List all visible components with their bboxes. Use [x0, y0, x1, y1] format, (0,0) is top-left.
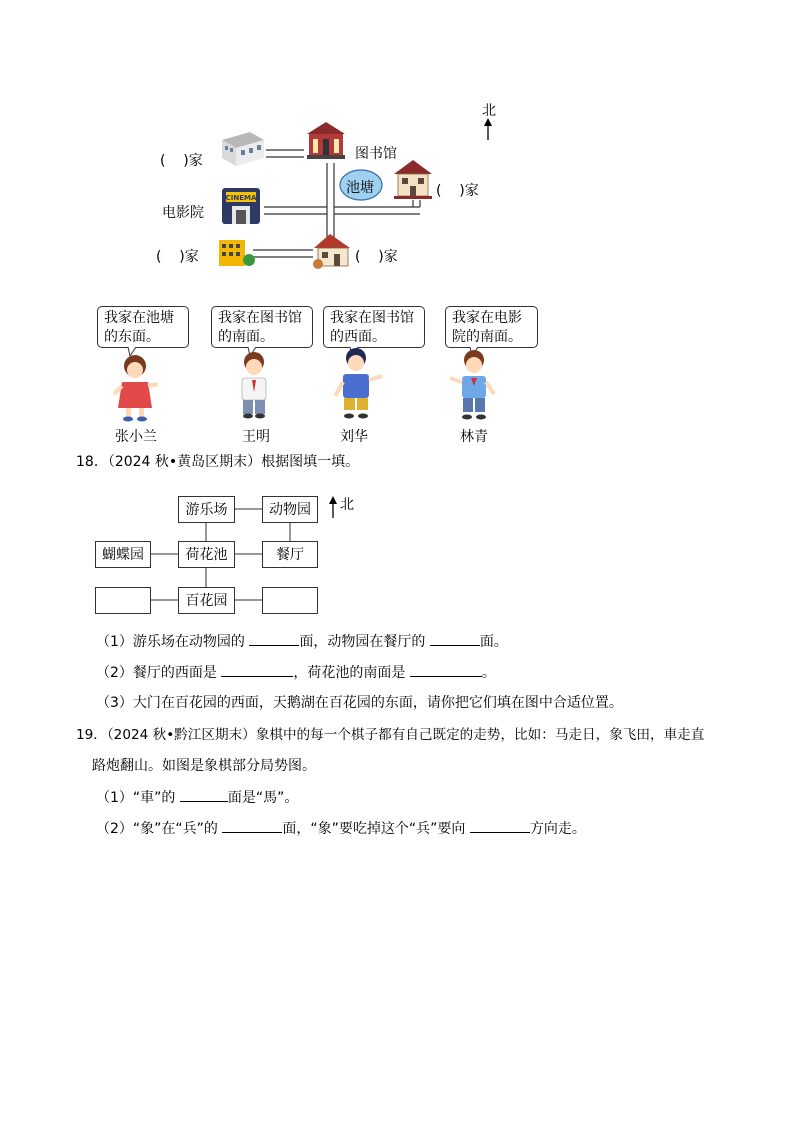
q18-sub1 [96, 631, 508, 652]
cinema-sign: CINEMA [225, 194, 257, 202]
answer-blank[interactable] [410, 662, 482, 677]
bubble-line: 的南面。 [218, 329, 274, 345]
bubble-line: 我家在图书馆 [330, 310, 414, 326]
child-wang-icon [242, 352, 266, 419]
child-lin-icon [450, 350, 494, 420]
answer-blank[interactable] [470, 818, 530, 833]
box-flower-garden: 百花园 [178, 587, 235, 614]
answer-blank[interactable] [430, 631, 480, 646]
q19-line2: 路炮翻山。如图是象棋部分局势图。 [92, 758, 316, 774]
answer-blank[interactable] [222, 818, 282, 833]
answer-blank[interactable] [221, 662, 293, 677]
cinema-building-icon [218, 186, 264, 226]
child-name-zhang: 张小兰 [115, 429, 157, 445]
box-lotus-pond: 荷花池 [178, 541, 235, 568]
q19-sub1-part-a: （1）“車”的 [96, 790, 180, 806]
q18-sub1-part-b: 面，动物园在餐厅的 [299, 634, 430, 650]
bubble-line: 的西面。 [330, 329, 386, 345]
q18-title: 18．（2024 秋•黄岛区期末）根据图填一填。 [76, 454, 360, 470]
house-right-icon [390, 156, 436, 200]
q18-diagram [0, 488, 794, 618]
child-name-lin: 林青 [460, 429, 488, 445]
house-top-left-icon [220, 128, 266, 168]
q19-sub2-part-b: 面，“象”要吃掉这个“兵”要向 [282, 821, 470, 837]
child-zhang-icon [114, 355, 158, 422]
home-blank-bottom-left: ( )家 [156, 249, 199, 265]
q19-sub2 [96, 818, 586, 839]
answer-blank[interactable] [249, 631, 299, 646]
box-butterfly-garden: 蝴蝶园 [95, 541, 151, 568]
q19-line1: 19．（2024 秋•黔江区期末）象棋中的每一个棋子都有自己既定的走势，比如：马走日，象飞田，車走直 [76, 727, 705, 743]
box-zoo: 动物园 [262, 496, 318, 523]
q19-sub2-part-a: （2）“象”在“兵”的 [96, 821, 223, 837]
child-name-liu: 刘华 [340, 429, 368, 445]
house-bottom-left-icon [216, 238, 256, 268]
q18-sub3: （3）大门在百花园的西面，天鹅湖在百花园的东面，请你把它们填在图中合适位置。 [96, 695, 623, 711]
library-label: 图书馆 [355, 146, 397, 162]
home-blank-right: ( )家 [436, 183, 479, 199]
q19-sub1-part-b: 面是“馬”。 [227, 790, 299, 806]
bubble-line: 我家在电影 [452, 310, 522, 326]
q18-sub1-part-a: （1）游乐场在动物园的 [96, 634, 250, 650]
cinema-label: 电影院 [162, 205, 204, 221]
box-amusement-park: 游乐场 [178, 496, 235, 523]
kids-section [0, 300, 794, 450]
answer-blank[interactable] [180, 787, 228, 802]
house-bottom-right-icon [310, 230, 356, 270]
home-blank-bottom-right: ( )家 [355, 249, 398, 265]
q18-sub2-part-c: 。 [481, 665, 496, 681]
neighborhood-map [0, 0, 794, 300]
box-restaurant: 餐厅 [262, 541, 318, 568]
q19-sub2-part-c: 方向走。 [529, 821, 586, 837]
q18-sub1-part-c: 面。 [479, 634, 508, 650]
home-blank-top-left: ( )家 [160, 153, 203, 169]
child-name-wang: 王明 [242, 429, 270, 445]
box-empty-right[interactable] [262, 587, 318, 614]
bubble-line: 我家在图书馆 [218, 310, 302, 326]
bubble-line: 我家在池塘 [104, 310, 174, 326]
library-building-icon [303, 120, 349, 160]
pond-label: 池塘 [346, 180, 374, 196]
q18-sub2-part-b: ，荷花池的南面是 [293, 665, 410, 681]
q18-sub2 [96, 662, 496, 683]
q18-sub2-part-a: （2）餐厅的西面是 [96, 665, 222, 681]
bubble-line: 的东面。 [104, 329, 160, 345]
child-liu-icon [335, 348, 382, 419]
q19-sub1 [96, 787, 298, 808]
bubble-line: 院的南面。 [452, 329, 522, 345]
north-label: 北 [482, 103, 496, 119]
q18-north-label: 北 [340, 497, 354, 513]
box-empty-left[interactable] [95, 587, 151, 614]
